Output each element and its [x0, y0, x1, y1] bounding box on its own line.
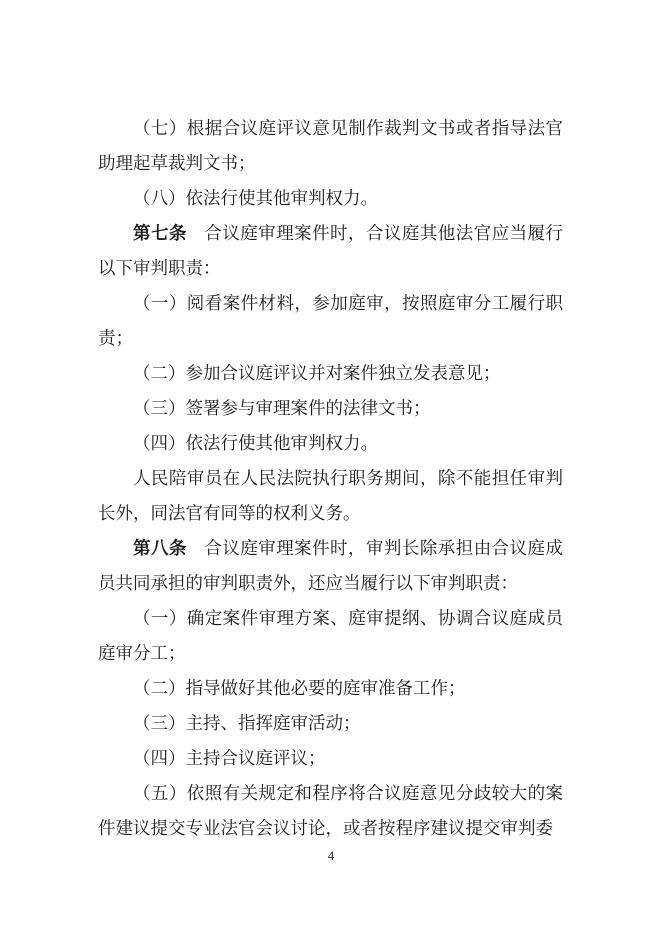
paragraph-text: （八）依法行使其他审判权力。: [133, 188, 378, 208]
paragraph-text: 人民陪审员在人民法院执行职务期间，除不能担任审判长外，同法官有同等的权利义务。: [98, 468, 563, 523]
document-body: [98, 111, 563, 846]
paragraph-text: （七）根据合议庭评议意见制作裁判文书或者指导法官助理起草裁判文书；: [98, 118, 563, 173]
article-number: 第八条: [133, 538, 187, 558]
paragraph-text: （三）主持、指挥庭审活动；: [133, 713, 361, 733]
paragraph-text: （二）指导做好其他必要的庭审准备工作；: [133, 678, 466, 698]
paragraph-text: （四）主持合议庭评议；: [133, 748, 326, 768]
paragraph-text: （三）签署参与审理案件的法律文书；: [133, 398, 431, 418]
article-number: 第七条: [133, 223, 187, 243]
paragraph: [98, 461, 563, 531]
paragraph-text: （一）确定案件审理方案、庭审提纲、协调合议庭成员庭审分工；: [98, 608, 563, 663]
paragraph: [98, 391, 563, 426]
paragraph: [98, 111, 563, 181]
paragraph: [98, 216, 563, 286]
page-footer: [0, 845, 662, 867]
paragraph: [98, 426, 563, 461]
paragraph-text: （二）参加合议庭评议并对案件独立发表意见；: [133, 363, 501, 383]
paragraph: [98, 776, 563, 846]
page-number: 4: [327, 848, 335, 863]
paragraph-text: 合议庭审理案件时，合议庭其他法官应当履行以下审判职责：: [98, 223, 564, 278]
paragraph: [98, 601, 563, 671]
paragraph-text: （四）依法行使其他审判权力。: [133, 433, 378, 453]
paragraph-text: （一）阅看案件材料，参加庭审，按照庭审分工履行职责；: [98, 293, 563, 348]
paragraph: [98, 531, 563, 601]
paragraph: [98, 356, 563, 391]
paragraph-text: （五）依照有关规定和程序将合议庭意见分歧较大的案件建议提交专业法官会议讨论，或者按程序建议提交审判委: [98, 783, 563, 838]
paragraph: [98, 181, 563, 216]
paragraph: [98, 706, 563, 741]
paragraph: [98, 286, 563, 356]
paragraph: [98, 741, 563, 776]
paragraph: [98, 671, 563, 706]
paragraph-text: 合议庭审理案件时，审判长除承担由合议庭成员共同承担的审判职责外，还应当履行以下审判职责：: [98, 538, 564, 593]
